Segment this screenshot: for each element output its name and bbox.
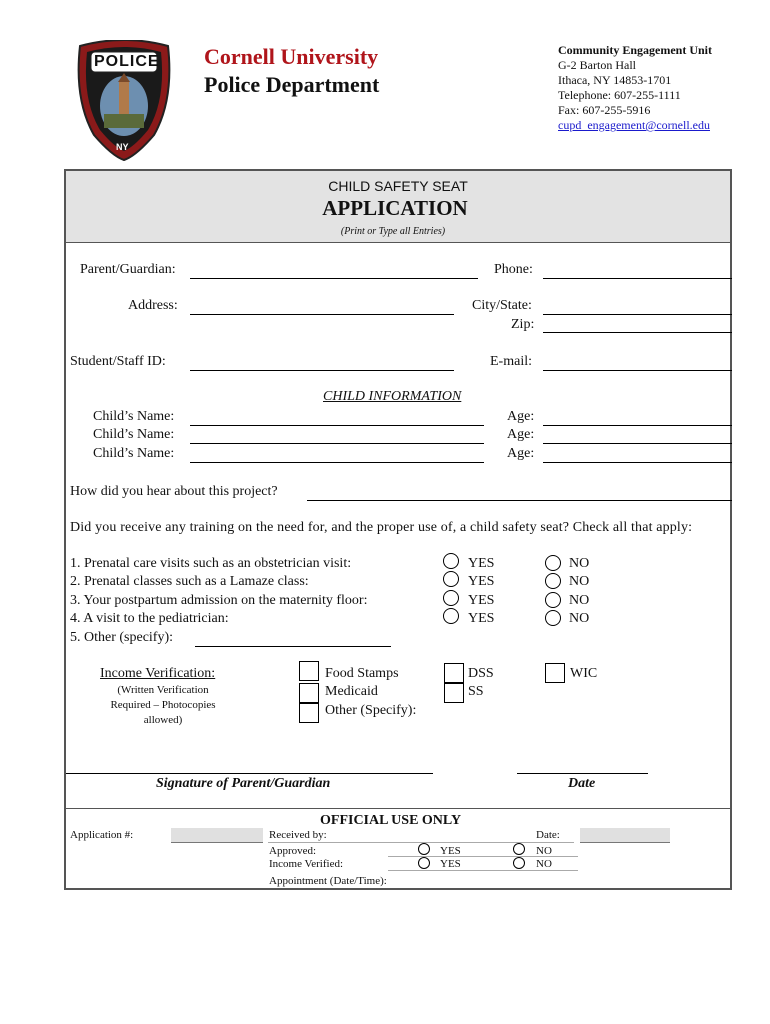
child-age-field-2[interactable] bbox=[543, 443, 732, 444]
income-note-1: (Written Verification bbox=[117, 684, 209, 696]
income-verification-heading: Income Verification: bbox=[100, 666, 216, 681]
signature-date-field[interactable] bbox=[517, 773, 648, 774]
contact-address2: Ithaca, NY 14853-1701 bbox=[558, 73, 672, 87]
approved-label: Approved: bbox=[269, 845, 317, 857]
address-label: Address: bbox=[128, 298, 178, 313]
training-4-no-radio[interactable] bbox=[545, 610, 561, 626]
training-item-4: 4. A visit to the pediatrician: bbox=[70, 611, 229, 626]
training-3-no-radio[interactable] bbox=[545, 592, 561, 608]
training-1-no-label: NO bbox=[569, 556, 590, 571]
badge-top-text: POLICE bbox=[94, 53, 160, 70]
approved-yes-label: YES bbox=[440, 845, 461, 857]
official-income-grid bbox=[388, 870, 578, 871]
training-item-5: 5. Other (specify): bbox=[70, 630, 174, 645]
contact-address1: G-2 Barton Hall bbox=[558, 58, 636, 72]
food-stamps-label: Food Stamps bbox=[325, 666, 399, 681]
student-id-field[interactable] bbox=[190, 370, 454, 371]
income-verified-yes-label: YES bbox=[440, 858, 461, 870]
official-date-label: Date: bbox=[536, 829, 560, 841]
parent-guardian-label: Parent/Guardian: bbox=[80, 262, 176, 277]
department-name: Police Department bbox=[204, 72, 380, 97]
form-title-note: (Print or Type all Entries) bbox=[340, 226, 446, 237]
child-name-label-3: Child’s Name: bbox=[93, 446, 175, 461]
medicaid-label: Medicaid bbox=[325, 684, 378, 699]
child-age-label-1: Age: bbox=[507, 409, 535, 424]
training-2-yes-radio[interactable] bbox=[443, 571, 459, 587]
child-age-field-3[interactable] bbox=[543, 462, 732, 463]
form-title-line1: CHILD SAFETY SEAT bbox=[328, 178, 468, 194]
badge-bottom-text: NY bbox=[116, 142, 129, 152]
child-name-field-2[interactable] bbox=[190, 443, 484, 444]
ss-checkbox[interactable] bbox=[444, 683, 464, 703]
phone-label: Phone: bbox=[494, 262, 533, 277]
official-divider bbox=[66, 808, 730, 809]
dss-label: DSS bbox=[468, 666, 494, 681]
wic-checkbox[interactable] bbox=[545, 663, 565, 683]
food-stamps-checkbox[interactable] bbox=[299, 661, 319, 681]
training-4-yes-radio[interactable] bbox=[443, 608, 459, 624]
child-name-field-1[interactable] bbox=[190, 425, 484, 426]
zip-field[interactable] bbox=[543, 332, 732, 333]
approved-no-label: NO bbox=[536, 845, 552, 857]
training-item-1: 1. Prenatal care visits such as an obstetrician visit: bbox=[70, 556, 352, 571]
email-field[interactable] bbox=[543, 370, 732, 371]
training-3-yes-radio[interactable] bbox=[443, 590, 459, 606]
child-age-field-1[interactable] bbox=[543, 425, 732, 426]
phone-field[interactable] bbox=[543, 278, 732, 279]
city-state-label: City/State: bbox=[472, 298, 532, 313]
training-3-yes-label: YES bbox=[468, 593, 495, 608]
police-badge-logo bbox=[74, 40, 174, 162]
child-info-heading: CHILD INFORMATION bbox=[323, 389, 462, 404]
income-note-2: Required – Photocopies bbox=[110, 699, 216, 711]
other-income-checkbox[interactable] bbox=[299, 703, 319, 723]
training-1-yes-label: YES bbox=[468, 556, 495, 571]
training-question: Did you receive any training on the need for, and the proper use of, a child safety seat? Check all that apply: bbox=[70, 520, 693, 535]
application-number-field[interactable] bbox=[171, 828, 263, 843]
student-id-label: Student/Staff ID: bbox=[70, 354, 166, 369]
dss-checkbox[interactable] bbox=[444, 663, 464, 683]
approved-no-radio[interactable] bbox=[513, 843, 525, 855]
signature-field[interactable] bbox=[66, 773, 433, 774]
approved-yes-radio[interactable] bbox=[418, 843, 430, 855]
income-note-3: allowed) bbox=[143, 714, 183, 726]
training-item-3: 3. Your postpartum admission on the maternity floor: bbox=[70, 593, 368, 608]
child-age-label-3: Age: bbox=[507, 446, 535, 461]
training-1-no-radio[interactable] bbox=[545, 555, 561, 571]
hear-about-question: How did you hear about this project? bbox=[70, 484, 278, 499]
zip-label: Zip: bbox=[511, 317, 535, 332]
child-name-label-2: Child’s Name: bbox=[93, 427, 175, 442]
parent-guardian-field[interactable] bbox=[190, 278, 478, 279]
signature-date-label: Date bbox=[568, 776, 596, 791]
training-2-yes-label: YES bbox=[468, 574, 495, 589]
child-name-label-1: Child’s Name: bbox=[93, 409, 175, 424]
income-verified-label: Income Verified: bbox=[269, 858, 344, 870]
training-other-field[interactable] bbox=[195, 646, 391, 647]
income-verified-no-label: NO bbox=[536, 858, 552, 870]
income-verified-yes-radio[interactable] bbox=[418, 857, 430, 869]
training-item-2: 2. Prenatal classes such as a Lamaze class: bbox=[70, 574, 309, 589]
child-name-field-3[interactable] bbox=[190, 462, 484, 463]
wic-label: WIC bbox=[570, 666, 598, 681]
other-income-label: Other (Specify): bbox=[325, 703, 417, 718]
training-2-no-radio[interactable] bbox=[545, 573, 561, 589]
university-name: Cornell University bbox=[204, 44, 379, 69]
email-label: E-mail: bbox=[490, 354, 532, 369]
application-number-label: Application #: bbox=[70, 829, 134, 841]
official-date-field[interactable] bbox=[580, 828, 670, 843]
training-3-no-label: NO bbox=[569, 593, 590, 608]
training-1-yes-radio[interactable] bbox=[443, 553, 459, 569]
address-field[interactable] bbox=[190, 314, 454, 315]
income-verified-no-radio[interactable] bbox=[513, 857, 525, 869]
ss-label: SS bbox=[468, 684, 484, 699]
hear-about-field[interactable] bbox=[307, 500, 732, 501]
contact-telephone: Telephone: 607-255-1111 bbox=[558, 88, 681, 102]
child-age-label-2: Age: bbox=[507, 427, 535, 442]
appointment-label: Appointment (Date/Time): bbox=[269, 875, 387, 887]
training-4-no-label: NO bbox=[569, 611, 590, 626]
training-2-no-label: NO bbox=[569, 574, 590, 589]
training-4-yes-label: YES bbox=[468, 611, 495, 626]
official-heading: OFFICIAL USE ONLY bbox=[320, 813, 462, 828]
form-title: APPLICATION bbox=[322, 196, 468, 220]
contact-fax: Fax: 607-255-5916 bbox=[558, 103, 651, 117]
contact-email-link[interactable]: cupd_engagement@cornell.edu bbox=[558, 118, 710, 132]
signature-label: Signature of Parent/Guardian bbox=[156, 776, 331, 791]
medicaid-checkbox[interactable] bbox=[299, 683, 319, 703]
contact-unit: Community Engagement Unit bbox=[558, 43, 713, 57]
city-state-field[interactable] bbox=[543, 314, 732, 315]
received-by-label: Received by: bbox=[269, 829, 327, 841]
